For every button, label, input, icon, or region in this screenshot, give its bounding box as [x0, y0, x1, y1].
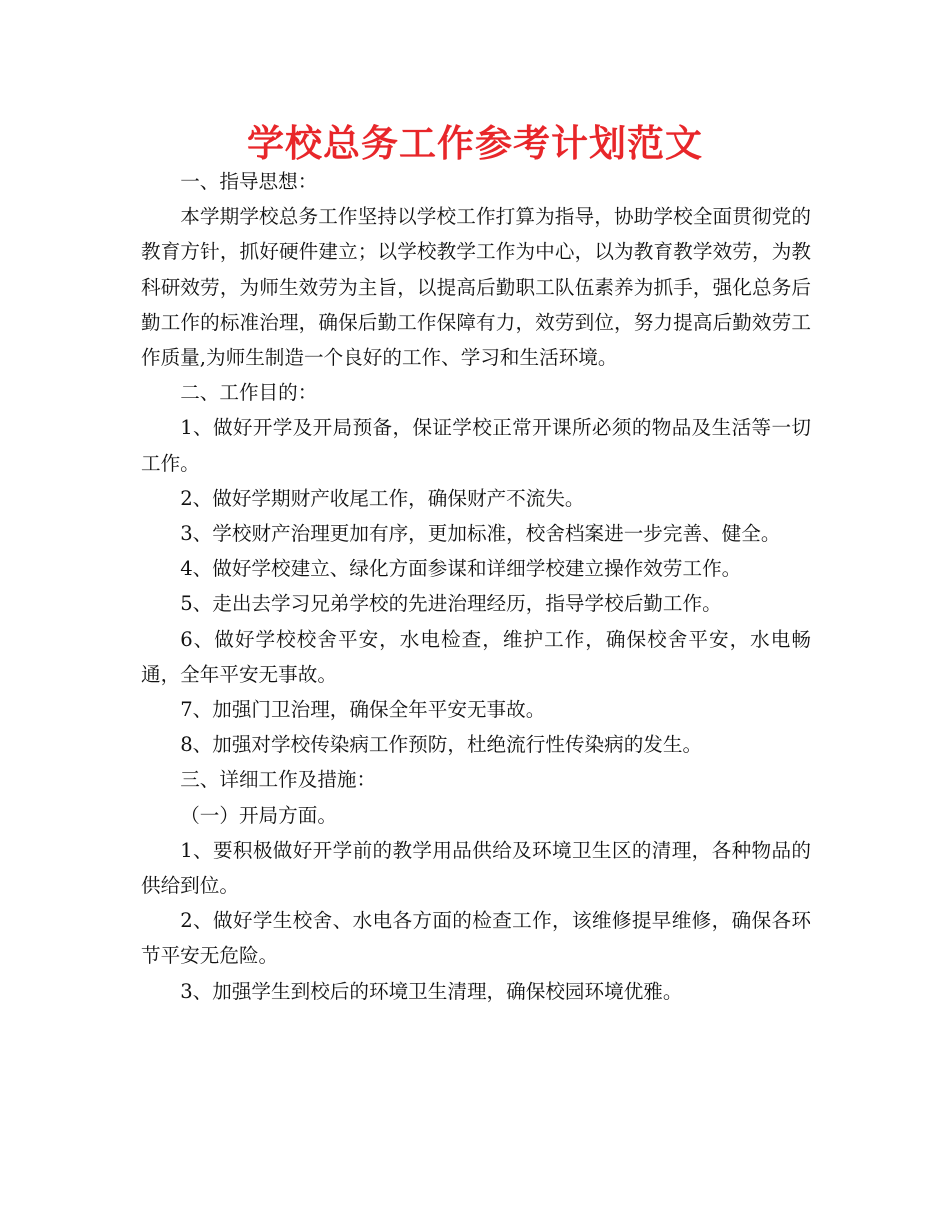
section-heading-guiding-thought: 一、指导思想：	[180, 170, 318, 193]
measure-item-1: 1、要积极做好开学前的教学用品供给及环境卫生区的清理，各种物品的供给到位。	[141, 838, 811, 898]
subsection-heading-opening: （一）开局方面。	[180, 803, 337, 827]
goal-item-3: 3、学校财产治理更加有序，更加标准，校舍档案进一步完善、健全。	[180, 522, 781, 546]
measure-item-3: 3、加强学生到校后的环境卫生清理，确保校园环境优雅。	[180, 979, 683, 1003]
section-heading-measures: 三、详细工作及措施：	[180, 768, 377, 792]
goal-item-8: 8、加强对学校传染病工作预防，杜绝流行性传染病的发生。	[180, 733, 703, 757]
document-body	[141, 164, 811, 1009]
goal-item-4: 4、做好学校建立、绿化方面参谋和详细学校建立操作效劳工作。	[180, 557, 742, 581]
goal-item-5: 5、走出去学习兄弟学校的先进治理经历，指导学校后勤工作。	[180, 592, 722, 616]
section-heading-work-goals: 二、工作目的：	[180, 381, 318, 405]
measure-item-2: 2、做好学生校舍、水电各方面的检查工作，该维修提早维修，确保各环节平安无危险。	[141, 909, 811, 968]
goal-item-2: 2、做好学期财产收尾工作，确保财产不流失。	[180, 486, 585, 510]
document-title: 学校总务工作参考计划范文	[247, 121, 703, 165]
paragraph-guiding-thought: 本学期学校总务工作坚持以学校工作打算为指导，协助学校全面贯彻党的教育方针，抓好硬件建立；以学校教学工作为中心，以为教育教学效劳，为教科研效劳，为师生效劳为主旨，以提高后勤职工队伍素养为抓手，强化总务后勤工作的标准治理，确保后勤工作保障有力，效劳到位，努力提高后勤效劳工作质量,为师生制造一个良好的工作、学习和生活环境。	[141, 205, 811, 370]
goal-item-7: 7、加强门卫治理，确保全年平安无事故。	[180, 698, 546, 722]
goal-item-1: 1、做好开学及开局预备，保证学校正常开课所必须的物品及生活等一切工作。	[141, 416, 811, 475]
goal-item-6: 6、做好学校校舍平安，水电检查，维护工作，确保校舍平安，水电畅通，全年平安无事故。	[141, 627, 811, 686]
